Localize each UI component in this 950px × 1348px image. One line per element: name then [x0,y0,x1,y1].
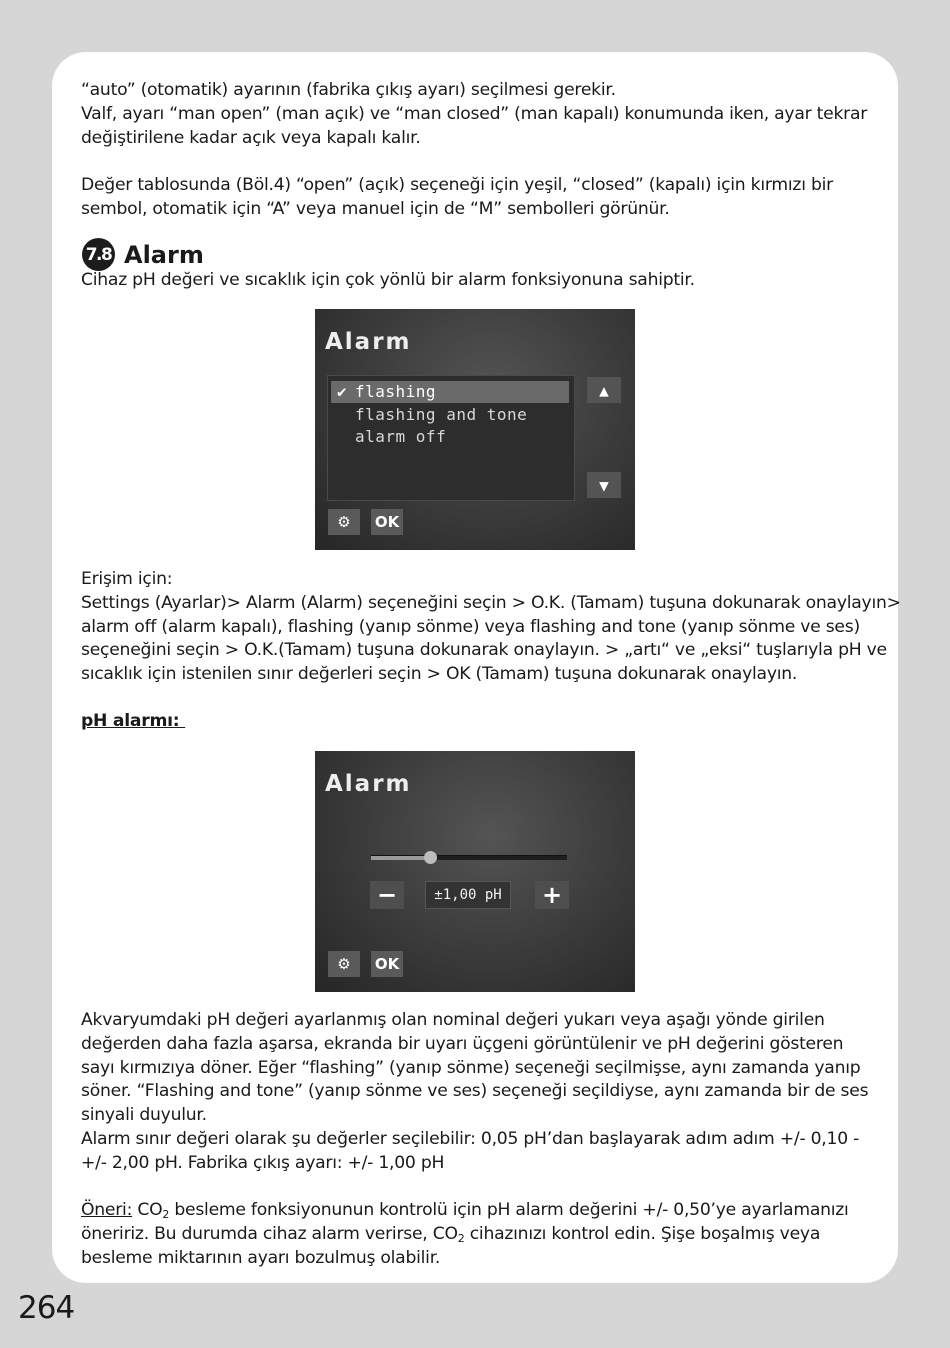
ok-button[interactable] [371,951,403,977]
section-heading [82,238,204,271]
gear-icon: ⚙ [337,513,351,531]
access-paragraph [81,568,901,687]
scroll-down-button[interactable] [587,472,621,498]
alarm-value-slider[interactable] [371,855,567,860]
access-line: seçeneğini seçin > O.K.(Tamam) tuşuna dokunarak onaylayın. > „artı“ ve „eksi“ tuşlarıyla pH ve [81,640,887,661]
up-arrow-icon: ▲ [599,380,609,400]
explanation-line: sayı kırmızıya döner. Eğer “flashing” (yanıp sönme) seçeneği seçilmişse, aynı zamanda yanıp [81,1057,861,1078]
explanation-line: Alarm sınır değeri olarak şu değerler seçilebilir: 0,05 pH’dan başlayarak adım adım +/- 0,10 - [81,1128,860,1149]
down-arrow-icon: ▼ [599,475,609,495]
access-line: Erişim için: [81,569,173,589]
checkmark-icon: ✔ [337,382,348,401]
explanation-line: söner. “Flashing and tone” (yanıp sönme ve ses) seçeneği seçildiyse, aynı zamanda bir de ses [81,1081,869,1102]
ph-alarm-heading: pH alarmı: [81,711,186,731]
value-table-paragraph [81,174,881,222]
intro-paragraph [81,79,881,150]
gear-icon: ⚙ [337,955,351,973]
access-line: sıcaklık için istenilen sınır değerleri seçin > OK (Tamam) tuşuna dokunarak onaylayın. [81,664,798,685]
scroll-up-button[interactable] [587,377,621,403]
description-line: Cihaz pH değeri ve sıcaklık için çok yönlü bir alarm fonksiyonuna sahiptir. [81,270,695,290]
ph-alarm-screen [315,751,635,992]
section-description [81,269,881,293]
ok-label: OK [374,955,400,973]
settings-button[interactable] [328,509,360,535]
page-number: 264 [18,1290,75,1326]
alarm-value-display: ±1,00 pH [425,881,511,909]
option-label: alarm off [355,427,447,446]
screen-title: Alarm [325,771,412,797]
slider-fill [371,856,430,860]
tip-paragraph [81,1199,881,1270]
section-title: Alarm [124,240,204,269]
plus-icon: + [541,881,563,909]
explanation-line: Akvaryumdaki pH değeri ayarlanmış olan nominal değeri yukarı veya aşağı yönde girilen [81,1010,825,1030]
option-alarm-off[interactable] [331,426,569,448]
tip-label: Öneri: [81,1200,133,1220]
slider-handle[interactable] [424,851,437,864]
option-flashing[interactable] [331,381,569,403]
plus-button[interactable] [535,881,569,909]
alarm-options-list [327,375,575,501]
minus-button[interactable] [370,881,404,909]
intro-line: Valf, ayarı “man open” (man açık) ve “man closed” (man kapalı) konumunda iken, ayar tekrar [81,103,868,124]
screen-title: Alarm [325,329,412,355]
alarm-mode-screen [315,309,635,550]
explanation-line: +/- 2,00 pH. Fabrika çıkış ayarı: +/- 1,00 pH [81,1152,445,1173]
option-flashing-and-tone[interactable] [331,404,569,426]
intro-line: sembol, otomatik için “A” veya manuel için de “M” sembolleri görünür. [81,198,670,219]
ok-label: OK [374,513,400,531]
tip-line: besleme miktarının ayarı bozulmuş olabilir. [81,1247,441,1268]
settings-button[interactable] [328,951,360,977]
ok-button[interactable] [371,509,403,535]
option-label: flashing [355,382,437,401]
tip-line: öneririz. Bu durumda cihaz alarm verirse, $CO_2$ cihazınızı kontrol edin. Şişe boşalmış veya [81,1223,821,1245]
intro-line: Değer tablosunda (Böl.4) “open” (açık) seçeneği için yeşil, “closed” (kapalı) için kırmızı bir [81,175,833,195]
access-line: Settings (Ayarlar)> Alarm (Alarm) seçeneğini seçin > O.K. (Tamam) tuşuna dokunarak onaylayın> [81,592,901,613]
intro-line: değiştirilene kadar açık veya kapalı kalır. [81,127,421,148]
option-label: flashing and tone [355,405,528,424]
section-number-badge: 7.8 [82,238,115,271]
explanation-paragraph [81,1009,881,1176]
tip-line: Öneri: $CO_2$ besleme fonksiyonunun kontrolü için pH alarm değerini +/- 0,50’ye ayarlamanızı [81,1200,849,1221]
explanation-line: sinyali duyulur. [81,1105,207,1126]
access-line: alarm off (alarm kapalı), flashing (yanıp sönme) veya flashing and tone (yanıp sönme ve ses) [81,616,860,637]
ph-alarm-heading-block [81,710,881,734]
minus-icon: − [376,881,398,909]
intro-line: “auto” (otomatik) ayarının (fabrika çıkış ayarı) seçilmesi gerekir. [81,80,616,100]
explanation-line: değerden daha fazla aşarsa, ekranda bir uyarı üçgeni görüntülenir ve pH değerini gösteren [81,1033,844,1054]
